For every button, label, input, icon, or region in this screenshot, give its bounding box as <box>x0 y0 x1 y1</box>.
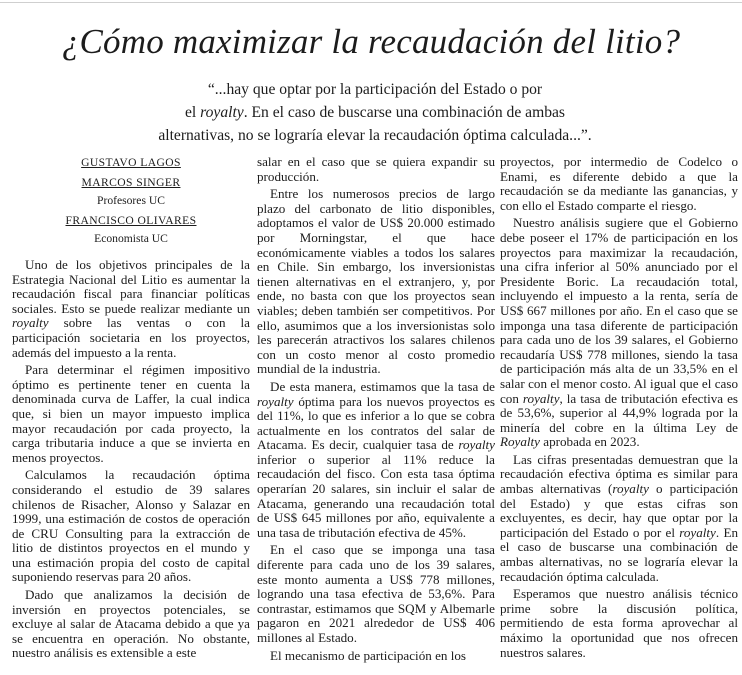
body-paragraph: proyectos, por intermedio de Codelco o Enami, es diferente debido a que la recaudación se da mediante las ganancias, y con ello el Estado comparte el riesgo. <box>500 154 738 213</box>
body-paragraph: De esta manera, estimamos que la tasa de royalty óptima para los nuevos proyectos es del 11%, lo que es inferior a lo que se cobra actualmente en los contratos del salar de Atacama. Es decir, cualquier tasa de royalty inferior o superior al 11% reduce la recaudación del fisco. Con esta tasa óptima operarían 20 salares, sin incluir el salar de Atacama, generando una recaudación total de US$ 645 millones por año, equivalente a una tasa de tributación efectiva de 45%. <box>257 378 495 540</box>
pull-quote-line: el royalty. En el caso de buscarse una combinación de ambas <box>184 104 566 121</box>
article-column-2 <box>257 155 495 663</box>
body-paragraph: Calculamos la recaudación óptima considerando el estudio de 39 salares chilenos de Risacher, Alonso y Salazar en 1999, una estimación de costos de operación de CRU Consulting para la extracción de litio de distintos proyectos en el mundo y una estimación propia del costo de capital suponiendo reservas para 20 años. <box>12 467 250 585</box>
pull-quote <box>120 78 630 147</box>
author-name: MARCOS SINGER <box>81 176 181 189</box>
author-name: GUSTAVO LAGOS <box>81 156 181 169</box>
top-rule <box>0 2 742 3</box>
article-column-3 <box>500 155 738 660</box>
body-paragraph: salar en el caso que se quiera expandir su producción. <box>257 154 495 184</box>
byline <box>12 155 250 246</box>
author-role: Economista UC <box>94 232 168 245</box>
pull-quote-line: “...hay que optar por la participación del Estado o por <box>207 81 543 98</box>
body-paragraph: Para determinar el régimen impositivo óptimo es pertinente tener en cuenta la denominada curva de Laffer, la cual indica que, si bien un mayor impuesto implica mayor recaudación por cada proyecto, la carga tributaria induce a que se invierta en menos proyectos. <box>12 362 250 465</box>
article-title: ¿Cómo maximizar la recaudación del litio? <box>61 22 681 61</box>
author-role: Profesores UC <box>97 194 165 207</box>
body-paragraph: Esperamos que nuestro análisis técnico prime sobre la discusión política, permitiendo de esta forma aprovechar al máximo la oportunidad que nos ofrecen nuestros salares. <box>500 586 738 660</box>
body-paragraph: Nuestro análisis sugiere que el Gobierno debe poseer el 17% de participación en los proyectos para maximizar la recaudación, una cifra inferior al 50% anunciado por el Presidente Boric. La recaudación total, incluyendo el impuesto a la renta, sería de US$ 667 millones por año. En el caso que se imponga una tasa diferente de participación para cada uno de los 39 salares, el Gobierno recaudaría US$ 778 millones, siendo la tasa de participación más alta de un 33,5% en el salar con el menor costo. Al igual que el caso con royalty, la tasa de tributación efectiva es de 53,6%, superior al 44,9% lograda por la minería del cobre en la última Ley de Royalty aprobada en 2023. <box>500 215 738 450</box>
body-paragraph: Entre los numerosos precios de largo plazo del carbonato de litio disponibles, adoptamos el valor de US$ 20.000 estimado por Morningstar, el que hace económicamente viables a todos los salares en Chile. Sin embargo, los inversionistas tienen alternativas en el extranjero, y, por ende, no basta con que los proyectos sean viables; deben también ser competitivos. Por ello, asumimos que a los inversionistas solo les parecerán atractivos los salares chilenos con un costo menor al costo promedio mundial de la industria. <box>257 186 495 377</box>
author-name: FRANCISCO OLIVARES <box>65 214 197 227</box>
author <box>12 155 250 170</box>
body-paragraph: En el caso que se imponga una tasa diferente para cada uno de los 39 salares, este monto aumenta a US$ 778 millones, logrando una tasa efectiva de 53,6%. Para contrastar, estimamos que SQM y Albemarle pagaron en 2021 alrededor de US$ 406 millones al Estado. <box>257 542 495 645</box>
body-paragraph: El mecanismo de participación en los <box>270 647 466 663</box>
body-paragraph: Las cifras presentadas demuestran que la recaudación efectiva óptima es similar para ambas alternativas (royalty o participación del Estado) y que estas cifras son excluyentes, es decir, hay que optar por la participación del Estado o por el royalty. En el caso de buscarse una combinación de ambas alternativas, no se lograría elevar la recaudación óptima calculada. <box>500 451 738 584</box>
pull-quote-line: alternativas, no se lograría elevar la recaudación óptima calculada...”. <box>158 127 592 144</box>
body-paragraph: Uno de los objetivos principales de la Estrategia Nacional del Litio es aumentar la recaudación fiscal para financiar políticas sociales. Esto se puede realizar mediante un royalty sobre las ventas o con la participación societaria en los proyectos, además del impuesto a la renta. <box>12 257 250 360</box>
body-paragraph: Dado que analizamos la decisión de inversión en proyectos potenciales, se excluye al salar de Atacama debido a que ya se encuentra en operación. No obstante, nuestro análisis es extensible a este <box>12 587 250 661</box>
author <box>12 213 250 246</box>
author <box>12 175 250 208</box>
article-column-1 <box>12 155 250 661</box>
